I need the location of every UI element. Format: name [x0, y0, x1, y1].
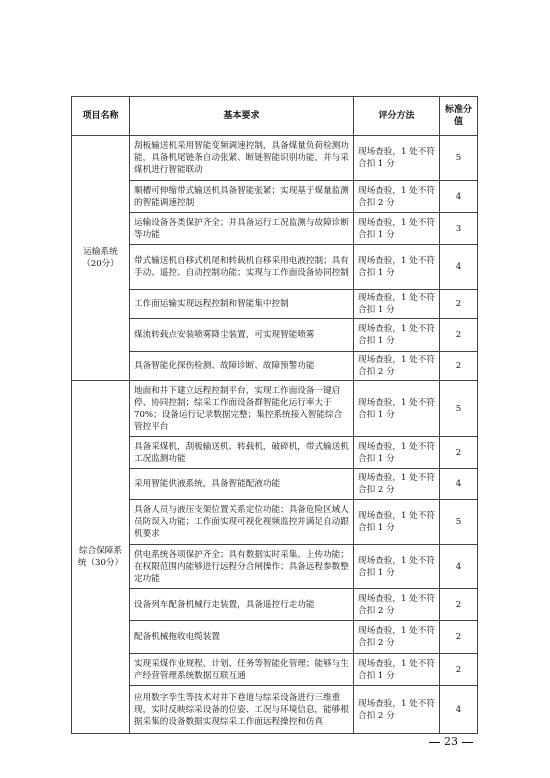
requirement-cell: 供电系统各项保护齐全；具有数据实时采集、上传功能；在权限范围内能够进行远程分合闸操作；具备远程参数整定功能: [130, 545, 354, 589]
requirement-cell: 具备智能化探伤检测、故障诊断、故障预警功能: [130, 352, 354, 381]
score-cell: 4: [440, 545, 478, 589]
table-row: [72, 686, 478, 734]
method-cell: 现场查验，1 处不符合扣 1 分: [354, 319, 440, 352]
requirement-cell: 带式输送机自移式机尾和转载机自移采用电液控制；具有手动、遥控、自动控制功能；实现与工作面设备协同控制: [130, 245, 354, 290]
method-cell: 现场查验，1 处不符合扣 2 分: [354, 469, 440, 500]
score-cell: 3: [440, 213, 478, 245]
header-requirements: 基本要求: [130, 97, 354, 136]
requirement-cell: 具备人员与液压支架位置关系定位功能；具备危险区域人员防误入功能；工作面实现可视化视频监控并满足自动跟机要求: [130, 500, 354, 545]
table-row: [72, 545, 478, 589]
method-cell: 现场查验，1 处不符合扣 2 分: [354, 181, 440, 213]
score-cell: 2: [440, 319, 478, 352]
dash-left: [429, 742, 440, 743]
score-cell: 2: [440, 589, 478, 621]
method-cell: 现场查验，1 处不符合扣 1 分: [354, 245, 440, 290]
table-row: [72, 319, 478, 352]
table-row: [72, 352, 478, 381]
page-number: 23: [429, 735, 473, 748]
method-cell: 现场查验，1 处不符合扣 1 分: [354, 136, 440, 181]
requirement-cell: 具备采煤机，刮板输送机、转载机，破碎机，带式输送机工况监测功能: [130, 437, 354, 469]
score-cell: 4: [440, 686, 478, 734]
header-scoring-method: 评分方法: [354, 97, 440, 136]
requirement-cell: 实现采煤作业规程、计划、任务等智能化管理；能够与生产经营管理系统数据互联互通: [130, 654, 354, 686]
method-cell: 现场查验，1 处不符合扣 2 分: [354, 621, 440, 654]
table-row: [72, 469, 478, 500]
method-cell: 现场查验，1 处不符合扣 2 分: [354, 352, 440, 381]
table-row: [72, 181, 478, 213]
requirement-cell: 设备列车配备机械行走装置，具备遥控行走功能: [130, 589, 354, 621]
table-row: [72, 437, 478, 469]
score-cell: 2: [440, 437, 478, 469]
requirement-cell: 采用智能供液系统，具备智能配液功能: [130, 469, 354, 500]
score-cell: 2: [440, 621, 478, 654]
table-row: [72, 500, 478, 545]
method-cell: 现场查验，1 处不符合扣 1 分: [354, 213, 440, 245]
method-cell: 现场查验，1 处不符合扣 1 分: [354, 545, 440, 589]
requirement-cell: 煤流转载点安装喷雾降尘装置，可实现智能喷雾: [130, 319, 354, 352]
table-row: [72, 654, 478, 686]
table-row: [72, 621, 478, 654]
score-cell: 4: [440, 469, 478, 500]
method-cell: 现场查验，1 处不符合扣 1 分: [354, 500, 440, 545]
method-cell: 现场查验，1 处不符合扣 2 分: [354, 589, 440, 621]
table-row: [72, 136, 478, 181]
dash-right: [462, 742, 473, 743]
method-cell: 现场查验，1 处不符合扣 1 分: [354, 290, 440, 319]
table-row: [72, 290, 478, 319]
score-cell: 5: [440, 500, 478, 545]
method-cell: 现场查验，1 处不符合扣 1 分: [354, 381, 440, 437]
score-cell: 2: [440, 654, 478, 686]
table-body: [72, 136, 478, 734]
score-cell: 2: [440, 290, 478, 319]
header-standard-score: 标准分值: [440, 97, 478, 136]
table-row: [72, 589, 478, 621]
requirement-cell: 应用数字孪生等技术对井下巷道与综采设备进行三维重现，实时反映综采设备的位姿、工况与环境信息，能够根据采集的设备数据实现综采工作面远程操控和仿真: [130, 686, 354, 734]
table-header-row: [72, 97, 478, 136]
score-cell: 5: [440, 136, 478, 181]
requirement-cell: 配备机械拖收电缆装置: [130, 621, 354, 654]
method-cell: 现场查验，1 处不符合扣 1 分: [354, 654, 440, 686]
method-cell: 现场查验，1 处不符合扣 2 分: [354, 686, 440, 734]
method-cell: 现场查验，1 处不符合扣 1 分: [354, 437, 440, 469]
group-name: 综合保障系统（30分）: [72, 381, 130, 734]
table-row: [72, 381, 478, 437]
requirement-cell: 运输设备各类保护齐全；并具备运行工况监测与故障诊断等功能: [130, 213, 354, 245]
table-row: [72, 213, 478, 245]
score-cell: 4: [440, 181, 478, 213]
header-item: 项目名称: [72, 97, 130, 136]
scoring-table: [71, 96, 478, 734]
requirement-cell: 顺槽可伸缩带式输送机具备智能张紧；实现基于煤量监测的智能调速控制: [130, 181, 354, 213]
score-cell: 2: [440, 352, 478, 381]
requirement-cell: 刮板输送机采用智能变频调速控制，具备煤量负荷检测功能，具备机尾链条自动张紧、断链智能识别功能，并与采煤机进行智能联动: [130, 136, 354, 181]
group-name: 运输系统（20分）: [72, 136, 130, 381]
table-row: [72, 245, 478, 290]
requirement-cell: 地面和井下建立远程控制平台，实现工作面设备一键启停、协同控制；综采工作面设备群智能化运行率大于 70%；设备运行记录数据完整；集控系统接入智能综合管控平台: [130, 381, 354, 437]
score-cell: 5: [440, 381, 478, 437]
score-cell: 4: [440, 245, 478, 290]
requirement-cell: 工作面运输实现远程控制和智能集中控制: [130, 290, 354, 319]
